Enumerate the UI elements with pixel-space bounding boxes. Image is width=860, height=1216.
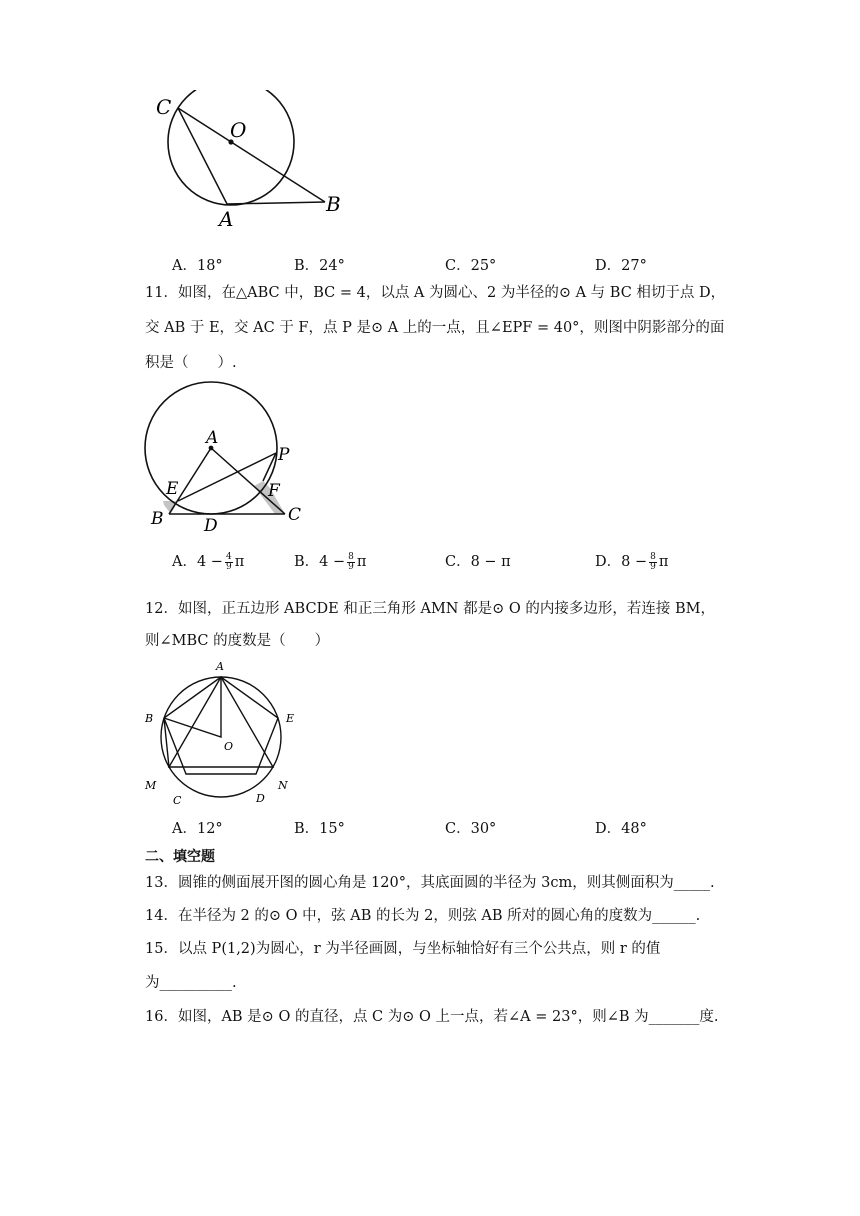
q11-option-a-numerator: 4: [225, 551, 232, 562]
q11-label-P: P: [278, 445, 290, 465]
q11-line-3: 积是（ ）.: [145, 355, 237, 371]
q12-line-2: 则∠MBC 的度数是（ ）: [145, 633, 330, 649]
q11-option-b-numerator: 8: [348, 551, 354, 562]
q11-option-c[interactable]: [445, 550, 511, 571]
q11-line-1: 11．如图，在△ABC 中，BC = 4，以点 A 为圆心、2 为半径的⊙ A 与 BC 相切于点 D，: [145, 285, 726, 301]
q12-label-O: O: [224, 740, 234, 753]
q12-line-1: 12．如图，正五边形 ABCDE 和正三角形 AMN 都是⊙ O 的内接多边形，若连接 BM，: [145, 601, 715, 617]
q11-options: [0, 550, 860, 572]
q11-label-A: A: [206, 428, 219, 448]
q10-label-A: A: [219, 207, 234, 230]
q11-option-d-suffix: π: [658, 554, 669, 570]
q12-label-M: M: [145, 779, 157, 792]
q10-option-c[interactable]: C．25°: [445, 258, 497, 274]
q11-option-a-suffix: π: [234, 554, 245, 570]
q12-option-c[interactable]: C．30°: [445, 821, 497, 837]
q10-options: [0, 254, 860, 276]
q12-label-C: C: [173, 794, 182, 807]
q12-options: [0, 817, 860, 839]
q11-option-a-fraction: [225, 553, 233, 572]
q13-text: 13．圆锥的侧面展开图的圆心角是 120°，其底面圆的半径为 3cm，则其侧面积为_____.: [145, 875, 715, 891]
q10-tangent-AB: [227, 202, 325, 204]
q10-label-C: C: [156, 95, 172, 119]
section-heading-fill-in: 二、填空题: [145, 849, 215, 865]
q11-label-C: C: [288, 505, 302, 525]
q11-option-d-prefix: D．8 −: [595, 554, 648, 570]
q16-text: 16．如图，AB 是⊙ O 的直径，点 C 为⊙ O 上一点，若∠A = 23°，则∠B 为_______度.: [145, 1009, 719, 1025]
q10-figure: [150, 90, 350, 230]
q11-option-a-denominator: 9: [225, 561, 232, 572]
q12-option-d[interactable]: D．48°: [595, 821, 647, 837]
q15-text-line-2: 为__________.: [145, 975, 237, 991]
q11-line-2: 交 AB 于 E，交 AC 于 F，点 P 是⊙ A 上的一点，且∠EPF = 40°，则图中阴影部分的面: [145, 320, 725, 336]
q11-label-E: E: [166, 479, 179, 499]
q10-label-B: B: [326, 192, 341, 216]
q10-circle: [168, 90, 294, 205]
q12-figure: [140, 658, 310, 808]
q11-option-d-denominator: 9: [650, 561, 656, 572]
q12-option-b[interactable]: B．15°: [294, 821, 345, 837]
q12-label-A: A: [216, 660, 224, 673]
q10-option-d[interactable]: D．27°: [595, 258, 647, 274]
q11-option-d-numerator: 8: [650, 551, 656, 562]
q11-option-b[interactable]: [294, 550, 366, 572]
q11-label-D: D: [204, 516, 218, 536]
q10-line-CA: [178, 108, 227, 204]
q11-label-B: B: [151, 509, 164, 529]
q12-label-B: B: [145, 712, 154, 725]
q14-text: 14．在半径为 2 的⊙ O 中，弦 AB 的长为 2，则弦 AB 所对的圆心角的度数为______.: [145, 908, 701, 924]
q11-option-b-suffix: π: [356, 554, 367, 570]
q12-option-a[interactable]: A．12°: [172, 821, 223, 837]
q11-label-F: F: [268, 481, 280, 501]
q11-option-b-fraction: [347, 553, 355, 572]
q10-option-a[interactable]: A．18°: [172, 258, 223, 274]
q11-option-b-denominator: 9: [348, 561, 354, 572]
q10-label-O: O: [230, 118, 247, 142]
q12-radius-OA-OB: [164, 677, 221, 737]
q11-option-a[interactable]: [172, 550, 244, 572]
q10-option-b[interactable]: B．24°: [294, 258, 345, 274]
q11-figure: [140, 380, 320, 540]
q11-option-b-prefix: B．4 −: [294, 554, 346, 570]
q12-label-E: E: [286, 712, 295, 725]
q11-option-d[interactable]: [595, 550, 668, 572]
q12-label-D: D: [256, 792, 265, 805]
q11-option-a-prefix: A．4 −: [172, 554, 223, 570]
q10-line-CB: [178, 108, 325, 202]
q11-option-d-fraction: [649, 553, 657, 572]
q12-label-N: N: [278, 779, 288, 792]
q15-text-line-1: 15．以点 P(1,2)为圆心，r 为半径画圆，与坐标轴恰好有三个公共点，则 r 的值: [145, 941, 661, 957]
q11-option-c-text: C．8 − π: [445, 554, 511, 570]
